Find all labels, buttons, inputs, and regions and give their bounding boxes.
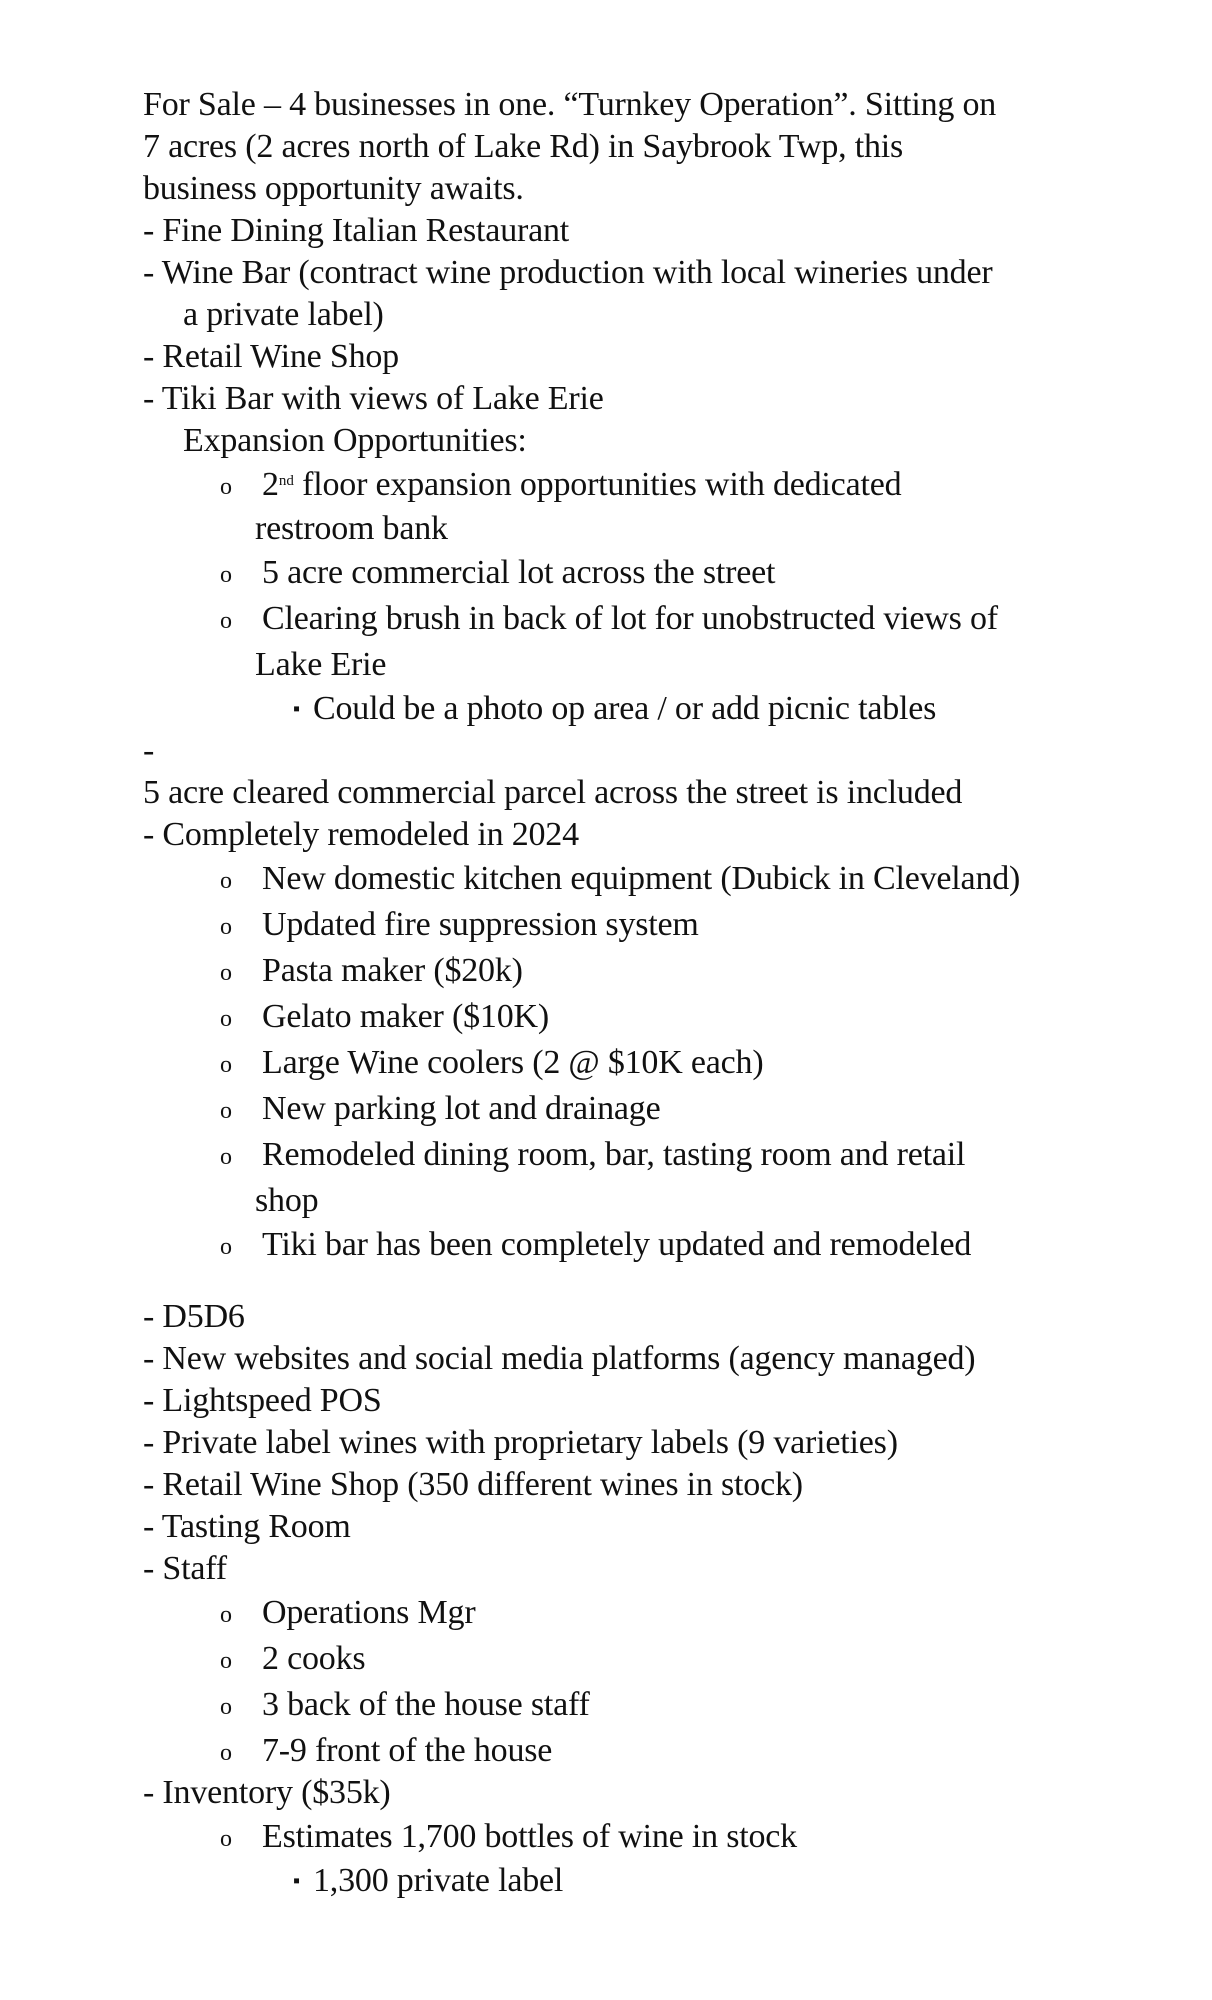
feature-retail-shop: - Retail Wine Shop (350 different wines in stock): [143, 1466, 803, 1503]
circle-bullet-icon: o: [220, 608, 232, 634]
feature-private-label: - Private label wines with proprietary labels (9 varieties): [143, 1424, 898, 1461]
staff-item-text: Operations Mgr: [262, 1594, 476, 1631]
circle-bullet-icon: o: [220, 868, 232, 894]
inventory-heading: - Inventory ($35k): [143, 1774, 391, 1811]
remodel-heading: - Completely remodeled in 2024: [143, 816, 579, 853]
remodel-item-text: New domestic kitchen equipment (Dubick in Cleveland): [262, 860, 1021, 897]
staff-item-text: 7-9 front of the house: [262, 1732, 553, 1769]
expansion-heading: Expansion Opportunities:: [183, 422, 527, 459]
circle-bullet-icon: o: [220, 914, 232, 940]
ordinal-number: 2: [262, 466, 279, 503]
staff-item-text: 2 cooks: [262, 1640, 366, 1677]
square-bullet-icon: ▪: [293, 698, 300, 720]
expansion-item-3-sub-text: Could be a photo op area / or add picnic tables: [313, 690, 937, 727]
feature-websites: - New websites and social media platforms (agency managed): [143, 1340, 976, 1377]
circle-bullet-icon: o: [220, 562, 232, 588]
remodel-item-text: New parking lot and drainage: [262, 1090, 661, 1127]
business-fine-dining: - Fine Dining Italian Restaurant: [143, 212, 570, 249]
circle-bullet-icon: o: [220, 1234, 232, 1260]
intro-line-2: 7 acres (2 acres north of Lake Rd) in Saybrook Twp, this: [143, 128, 904, 165]
remodel-item-text: Updated fire suppression system: [262, 906, 699, 943]
intro-line-3: business opportunity awaits.: [143, 170, 524, 207]
circle-bullet-icon: o: [220, 1694, 232, 1720]
remodel-item-wrap: shop: [255, 1182, 319, 1219]
staff-item-text: 3 back of the house staff: [262, 1686, 590, 1723]
ordinal-suffix: nd: [278, 473, 294, 489]
expansion-item-1-rest: floor expansion opportunities with dedicated: [293, 466, 902, 503]
circle-bullet-icon: o: [220, 960, 232, 986]
expansion-item-3-text: Clearing brush in back of lot for unobstructed views of: [262, 600, 998, 637]
remodel-item-text: Pasta maker ($20k): [262, 952, 523, 989]
business-wine-bar-wrap: a private label): [183, 296, 384, 333]
expansion-item-1-wrap: restroom bank: [255, 510, 448, 547]
inventory-sub-text: 1,300 private label: [313, 1862, 564, 1899]
circle-bullet-icon: o: [220, 1144, 232, 1170]
business-wine-bar: - Wine Bar (contract wine production with local wineries under: [143, 254, 993, 291]
circle-bullet-icon: o: [220, 1098, 232, 1124]
business-retail-shop: - Retail Wine Shop: [143, 338, 399, 375]
expansion-item-2-text: 5 acre commercial lot across the street: [262, 554, 776, 591]
intro-line-1: For Sale – 4 businesses in one. “Turnkey Operation”. Sitting on: [143, 86, 997, 123]
expansion-item-3-wrap: Lake Erie: [255, 646, 387, 683]
inventory-item-text: Estimates 1,700 bottles of wine in stock: [262, 1818, 797, 1855]
lone-dash: -: [143, 732, 155, 769]
circle-bullet-icon: o: [220, 1052, 232, 1078]
circle-bullet-icon: o: [220, 1740, 232, 1766]
circle-bullet-icon: o: [220, 1826, 232, 1852]
circle-bullet-icon: o: [220, 1602, 232, 1628]
feature-tasting-room: - Tasting Room: [143, 1508, 351, 1545]
parcel-line: 5 acre cleared commercial parcel across the street is included: [143, 774, 963, 811]
feature-pos: - Lightspeed POS: [143, 1382, 382, 1419]
business-tiki-bar: - Tiki Bar with views of Lake Erie: [143, 380, 604, 417]
remodel-item-text: Tiki bar has been completely updated and remodeled: [262, 1226, 972, 1263]
expansion-item-1-text: [262, 464, 901, 506]
feature-d5d6: - D5D6: [143, 1298, 245, 1335]
remodel-item-text: Gelato maker ($10K): [262, 998, 549, 1035]
remodel-item-text: Remodeled dining room, bar, tasting room and retail: [262, 1136, 966, 1173]
circle-bullet-icon: o: [220, 1648, 232, 1674]
circle-bullet-icon: o: [220, 474, 232, 500]
remodel-item-text: Large Wine coolers (2 @ $10K each): [262, 1044, 764, 1081]
circle-bullet-icon: o: [220, 1006, 232, 1032]
square-bullet-icon: ▪: [293, 1870, 300, 1892]
feature-staff: - Staff: [143, 1550, 227, 1587]
